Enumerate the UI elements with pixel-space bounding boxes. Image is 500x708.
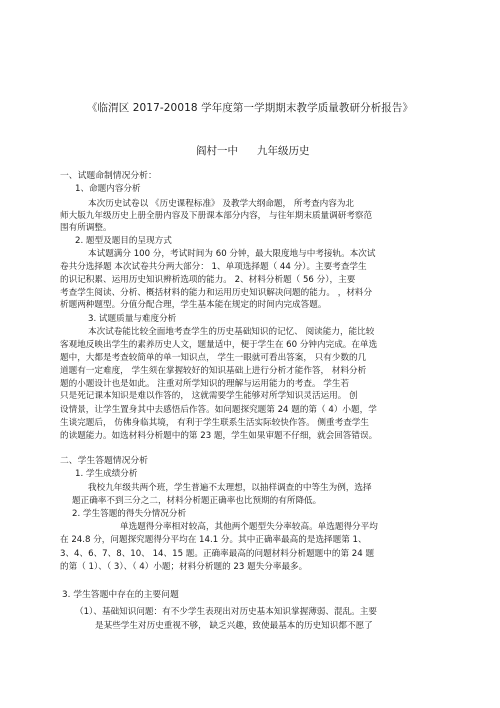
paragraph-line: 是某些学生对历史重视不够， 缺乏兴趣，致使最基本的历史知识都不愿了 (95, 621, 373, 631)
paragraph-line: 考查学生阅读、分析、概括材料的能力和运用历史知识解决问题的能力。 ，材料分 (60, 288, 373, 298)
subsection-2-2-heading: 2. 学生答题的得失分情况分析 (72, 509, 187, 519)
paragraph-line: 师大版九年级历史上册全册内容及下册课本部分内容， 与往年期末质量调研考察范 (60, 211, 373, 221)
paragraph-line: 题的小题设计也是如此。 注重对所学知识的理解与运用能力的考查。 学生若 (60, 379, 350, 389)
subsection-1-1-heading: 1、命题内容分析 (75, 184, 141, 194)
paragraph-line: 3、4、6、7、8、10、 14、15 题。正确率最高的问题材料分析题题中的第 24 题 (60, 549, 375, 559)
paragraph-line: 本次试卷能比较全面地考查学生的历史基础知识的记忆、 阅读能力，能比较 (88, 327, 375, 337)
paragraph-line: 客观地反映出学生的素养历史人文，题量适中，便于学生在 60 分钟内完成。在单选 (60, 340, 378, 350)
section-2-heading: 二、学生答题情况分析 (60, 456, 148, 466)
subsection-2-1-heading: 1. 学生成绩分析 (75, 469, 138, 479)
paragraph-line: 的第（ 1）、（ 3）、（ 4）小题；材料分析题的 23 题失分率最多。 (60, 562, 308, 572)
paragraph-line: 本试题满分 100 分，考试时间为 60 分钟，最大限度地与中考接轨。本次试 (88, 249, 376, 259)
paragraph-line: 只是死记课本知识是难以作答的， 这就需要学生能够对所学知识灵活运用。 创 (60, 391, 358, 401)
paragraph-line: 的读题能力。如选材料分析题中的第 23 题，学生如果审题不仔细，就会回答错误。 (60, 431, 378, 441)
paragraph-line: 本次历史试卷以 《历史课程标准》 及教学大纲命题， 所考查内容为北 (88, 199, 355, 209)
paragraph-line: （1）、基础知识问题：有不少学生表现出对历史基本知识掌握薄弱、混乱。主要 (75, 607, 377, 617)
paragraph-line: 的识记积累、运用历史知识辨析选项的能力。 2、材料分析题（ 56 分），主要 (60, 275, 356, 285)
paragraph-line: 设情景，让学生置身其中去感悟后作答。如问题探究题第 24 题的第（ 4）小题，学 (60, 405, 377, 415)
paragraph-line: 题正确率不到三分之二，材料分析题正确率也比预期的有所降低。 (72, 496, 322, 506)
subsection-1-3-heading: 3. 试题质量与难度分析 (88, 314, 177, 324)
paragraph-line: 题中，大都是考查较简单的单一知识点， 学生一眼就可看出答案， 只有少数的几 (60, 353, 367, 363)
paragraph-line: 卷共分选择题 本次试卷共分两大部分： 1、单项选择题（ 44 分）。主要考查学生 (60, 262, 367, 272)
paragraph-line: 生谈完题后， 仿佛身临其境， 有利于学生联系生活实际较快作答。 侧重考查学生 (60, 418, 369, 428)
section-1-heading: 一、试题命制情况分析： (60, 171, 157, 181)
report-title: 《临渭区 2017-20018 学年度第一学期期末教学质量教研分析报告》 (86, 102, 414, 114)
school-name: 阎村一中 (196, 145, 238, 157)
paragraph-line: 道题有一定难度， 学生须在掌握较好的知识基础上进行分析才能作答， 材料分析 (60, 366, 367, 376)
subsection-1-2-heading: 2. 题型及题目的呈现方式 (75, 236, 172, 246)
paragraph-line: 单选题得分率相对较高，其他两个题型失分率较高。单选题得分平均 (120, 522, 378, 532)
paragraph-line: 在 24.8 分，问题探究题得分平均在 14.1 分。其中正确率最高的是选择题第 1、 (60, 535, 367, 545)
paragraph-line: 析题两种题型。分值分配合理，学生基本能在规定的时间内完成答题。 (60, 300, 327, 310)
paragraph-line: 围有所调整。 (60, 223, 112, 233)
subject-name: 九年级历史 (257, 145, 310, 157)
subsection-2-3-heading: 3. 学生答题中存在的主要问题 (62, 590, 179, 600)
paragraph-line: 我校九年级共两个班，学生普遍不太理想，以抽样调查的中等生为例，选择 (88, 483, 372, 493)
